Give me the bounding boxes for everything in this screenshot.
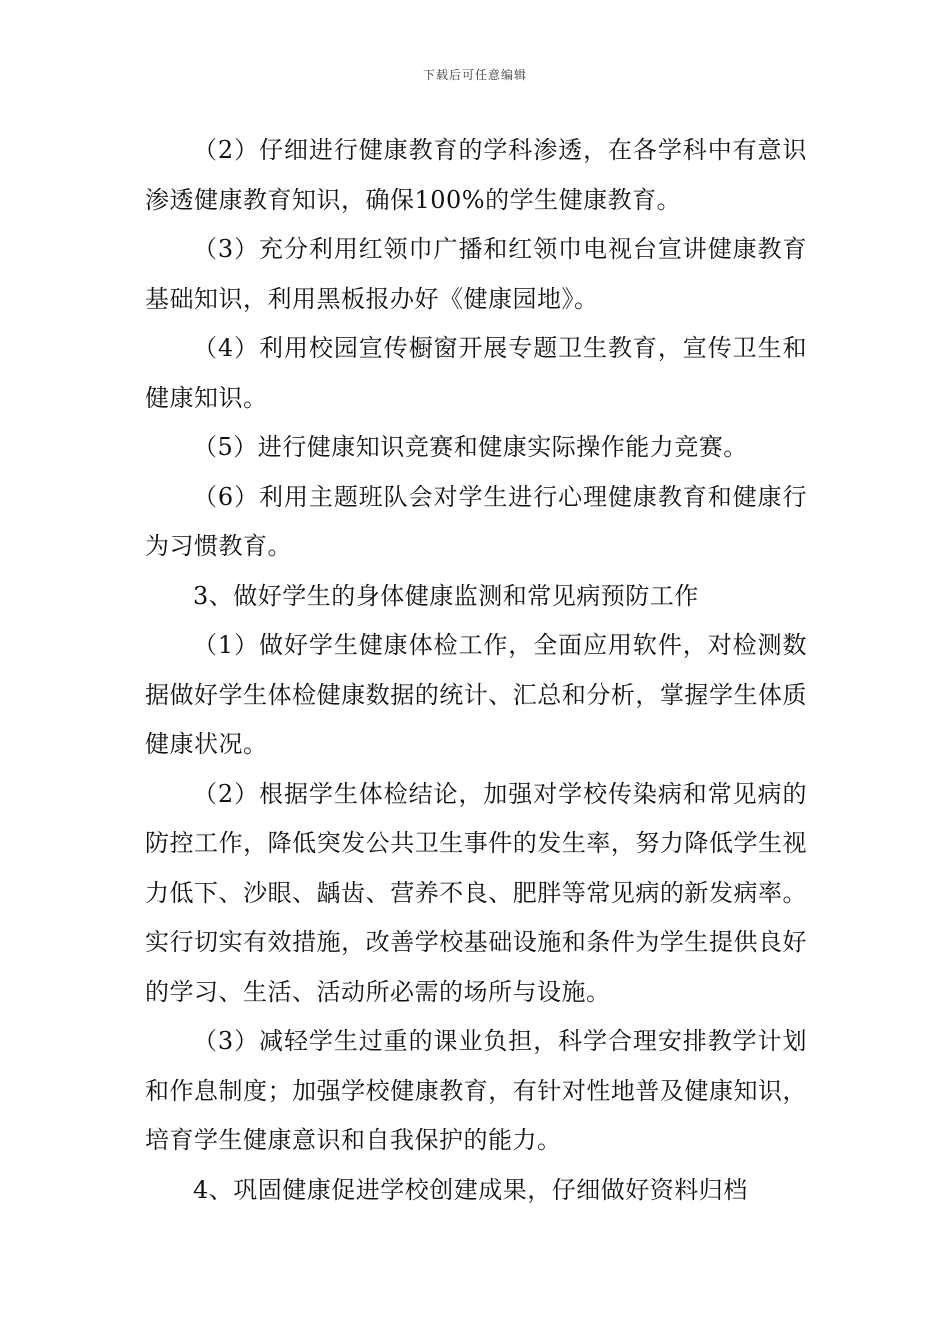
section-heading-4: 4、巩固健康促进学校创建成果，仔细做好资料归档 [193, 1175, 748, 1204]
paragraph-item-5: （5）进行健康知识竞赛和健康实际操作能力竞赛。 [193, 433, 748, 461]
document-body [145, 126, 807, 1215]
paragraph-sub-2: （2）根据学生体检结论，加强对学校传染病和常见病的防控工作，降低突发公共卫生事件的发生率，努力降低学生视力低下、沙眼、龋齿、营养不良、肥胖等常见病的新发病率。实行切实有效措施，改善学校基础设施和条件为学生提供良好的学习、生活、活动所必需的场所与设施。 [145, 779, 807, 1006]
paragraph-item-2: （2）仔细进行健康教育的学科渗透，在各学科中有意识渗透健康教育知识，确保100%的学生健康教育。 [145, 136, 807, 214]
section-heading-3: 3、做好学生的身体健康监测和常见病预防工作 [193, 581, 699, 610]
page-header: 下载后可任意编辑 [422, 68, 527, 82]
paragraph-item-6: （6）利用主题班队会对学生进行心理健康教育和健康行为习惯教育。 [145, 482, 807, 560]
paragraph-item-3: （3）充分利用红领巾广播和红领巾电视台宣讲健康教育基础知识，利用黑板报办好《健康园地》。 [145, 235, 807, 313]
paragraph-sub-1: （1）做好学生健康体检工作，全面应用软件，对检测数据做好学生体检健康数据的统计、汇总和分析，掌握学生体质健康状况。 [145, 631, 807, 758]
paragraph-sub-3: （3）减轻学生过重的课业负担，科学合理安排教学计划和作息制度；加强学校健康教育，有针对性地普及健康知识，培育学生健康意识和自我保护的能力。 [145, 1027, 807, 1154]
paragraph-item-4: （4）利用校园宣传橱窗开展专题卫生教育，宣传卫生和健康知识。 [145, 334, 807, 412]
